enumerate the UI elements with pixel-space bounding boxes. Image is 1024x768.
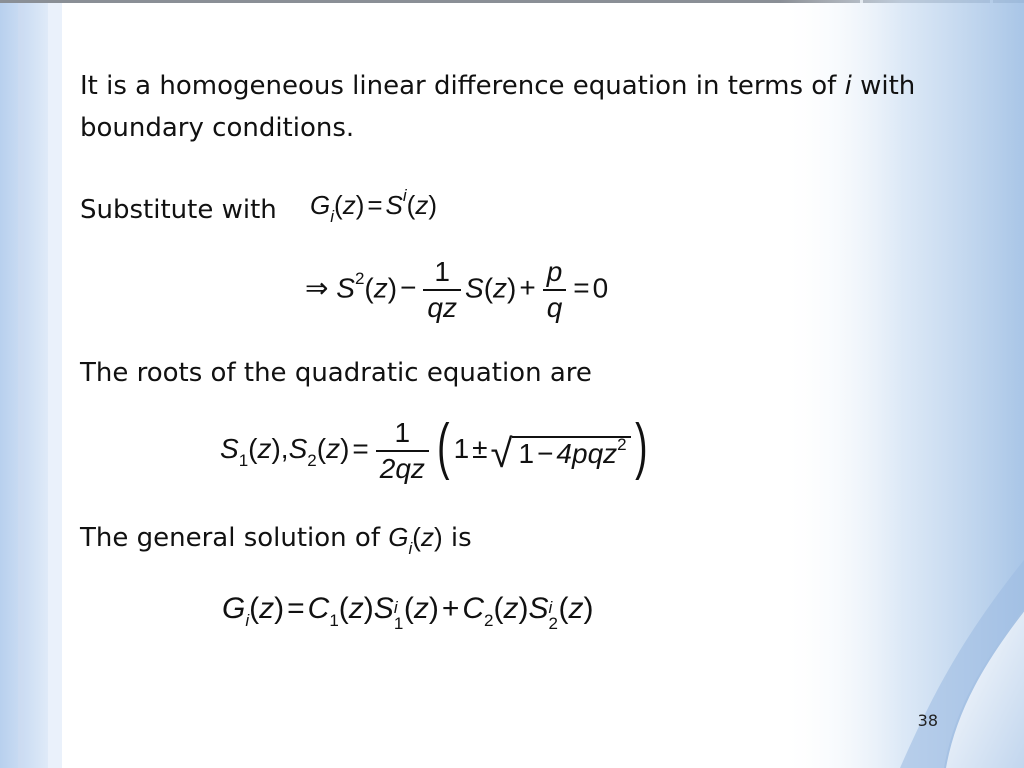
substitute-label: Substitute with <box>80 195 277 225</box>
fraction-p-over-q: $\frac{p}{q}$ <box>543 255 567 325</box>
variable-i: i <box>844 71 852 101</box>
intro-line-2: boundary conditions. <box>80 113 355 143</box>
general-solution-equation: $G_i(z) = C_1(z)S$ i 1 $(z) + C_2(z)S$ i 2 (z) <box>222 592 594 633</box>
roots-equation: $S_1(z),S_2(z)$ = $\frac{1}{2qz}$ ( 1 ±√ 1 − 4pqz$^2$ ) <box>220 412 648 484</box>
roots-label: The roots of the quadratic equation are <box>80 358 592 388</box>
fraction-1-over-qz: $\frac{1}{qz}$ <box>423 255 461 325</box>
fraction-1-over-2qz: $\frac{1}{2qz}$ <box>376 416 429 486</box>
intro-text: It is a homogeneous linear difference equation in terms of <box>80 71 837 101</box>
substitution-equation: $G_i(z) = S^i(z)$ <box>310 186 438 226</box>
page-number: 38 <box>917 711 938 730</box>
general-solution-label: The general solution of $G_i(z)$ is <box>80 522 472 558</box>
intro-text-end: with <box>860 71 916 101</box>
square-root: √ 1 − 4pqz$^2$ <box>491 428 631 473</box>
quadratic-equation: ⇒ $S^2(z)$ − $\frac{1}{qz}$ S(z) + $\frac{p}{q}$ = 0 <box>305 256 609 323</box>
intro-line-1 <box>80 66 915 106</box>
